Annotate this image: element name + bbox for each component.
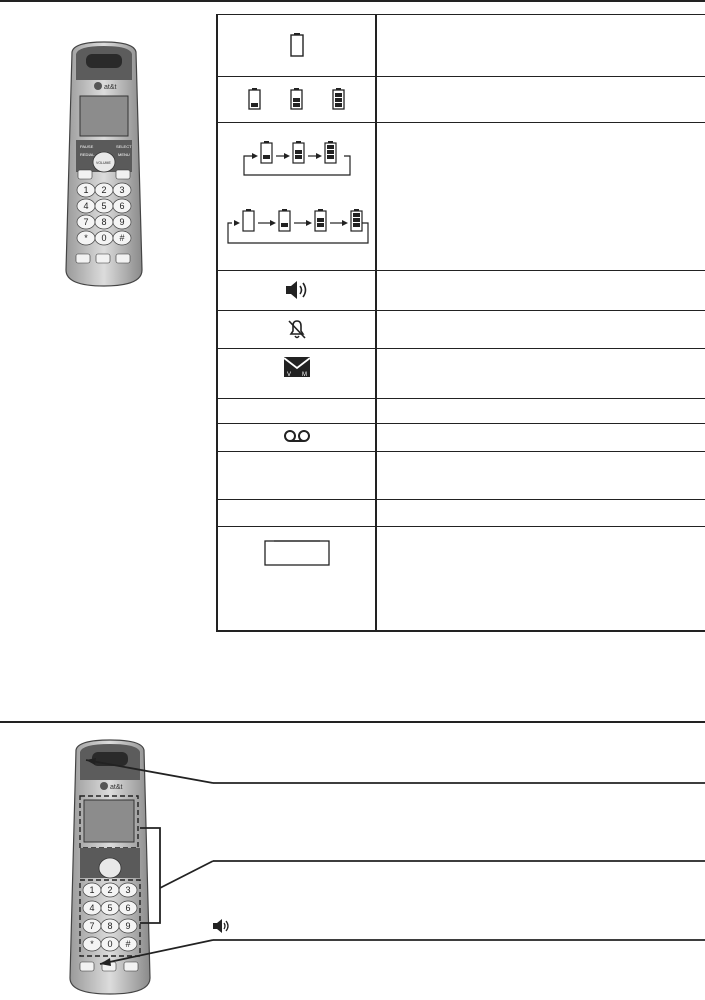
keypad-key-label: 9 (125, 921, 131, 931)
icon-cell-empty-2 (218, 451, 375, 499)
icon-cell-ringer-off (218, 310, 375, 348)
keypad-key-label: # (119, 233, 125, 243)
brand-logo-bottom: at&t (110, 784, 123, 791)
keypad-key-label: 8 (107, 921, 113, 931)
keypad-key-label: 7 (83, 217, 89, 227)
keypad-key-label: 6 (119, 201, 125, 211)
keypad-key-label: 3 (119, 185, 125, 195)
icon-cell-battery-charging (218, 122, 375, 270)
keypad-key-label: 1 (89, 885, 95, 895)
keypad-key-label: 0 (107, 939, 113, 949)
keypad-key-label: * (84, 233, 88, 243)
battery-empty-icon (289, 32, 305, 58)
speakerphone-icon (284, 279, 310, 301)
icon-cell-battery-levels (218, 76, 375, 122)
keypad-key-label: * (90, 939, 94, 949)
ringer-off-icon (286, 318, 308, 340)
volume-key-label: VOLUME (96, 161, 111, 165)
top-rule (0, 0, 705, 2)
pause-key-label: PAUSE (80, 144, 94, 149)
keypad-key-label: 3 (125, 885, 131, 895)
keypad-key-label: 8 (101, 217, 107, 227)
keypad-key-label: 2 (101, 185, 107, 195)
icon-table-column-divider (375, 14, 377, 632)
keypad-key-label: 1 (83, 185, 89, 195)
redial-key-label: REDIAL (80, 152, 95, 157)
icon-table (216, 14, 705, 632)
keypad-key-label: 7 (89, 921, 95, 931)
brand-logo-top: at&t (104, 84, 117, 91)
callout-pointers (0, 720, 705, 995)
svg-text:M: M (301, 372, 307, 378)
keypad-key-label: 5 (107, 903, 113, 913)
keypad-key-label: 9 (119, 217, 125, 227)
select-key-label: SELECT (116, 144, 132, 149)
keypad-key-label: 6 (125, 903, 131, 913)
battery-levels-icon (244, 87, 350, 111)
keypad-key-label: # (125, 939, 131, 949)
icon-cell-battery-empty (218, 14, 375, 76)
icon-cell-speakerphone (218, 270, 375, 310)
display-box-icon (264, 540, 330, 566)
icon-cell-answering-machine (218, 423, 375, 451)
menu-key-label: MENU (118, 152, 130, 157)
keypad-key-label: 5 (101, 201, 107, 211)
icon-cell-display-box (218, 526, 375, 632)
keypad-key-label: 0 (101, 233, 107, 243)
svg-text:V: V (286, 372, 291, 378)
handset-illustration-top (62, 40, 146, 288)
battery-charging-cycle-icon (222, 131, 372, 261)
icon-cell-empty-3 (218, 499, 375, 526)
icon-cell-empty-1 (218, 398, 375, 423)
keypad-key-label: 4 (89, 903, 95, 913)
voicemail-envelope-icon (283, 356, 311, 378)
icon-cell-voicemail (218, 348, 375, 398)
answering-machine-icon (283, 430, 311, 444)
speakerphone-icon (213, 919, 228, 933)
keypad-key-label: 2 (107, 885, 113, 895)
keypad-key-label: 4 (83, 201, 89, 211)
